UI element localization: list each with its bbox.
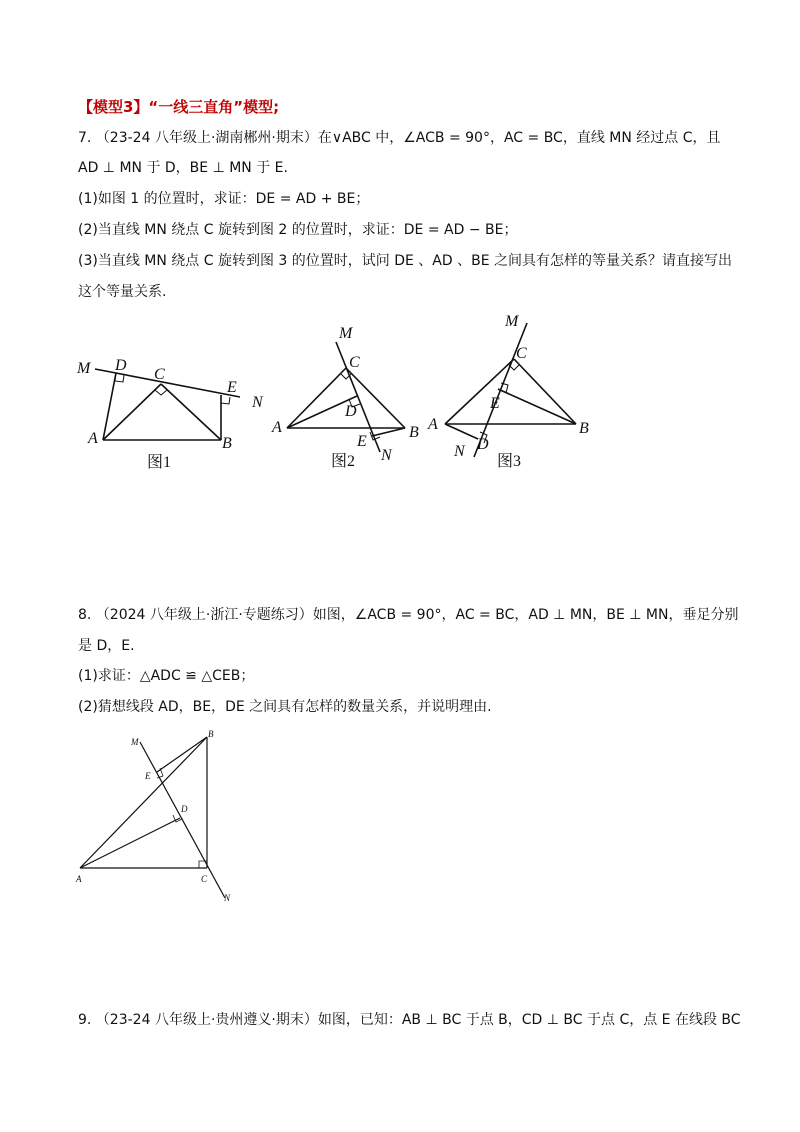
fig2-label-c: C (349, 354, 360, 371)
fig1-caption: 图1 (147, 454, 172, 471)
fig3-caption: 图3 (497, 453, 522, 470)
q8-part2: (2)猜想线段 AD，BE，DE 之间具有怎样的数量关系，并说明理由. (78, 699, 492, 715)
fig3-label-c: C (516, 345, 527, 362)
fig1-label-c: C (154, 366, 165, 383)
fig1-label-b: B (222, 435, 232, 452)
q8-label-e: E (145, 771, 151, 781)
fig2-segment-ac (287, 368, 346, 428)
fig2-segment-be (372, 428, 405, 436)
figure-3 (445, 323, 576, 457)
figure-1 (95, 369, 240, 440)
fig2-label-a: A (272, 419, 282, 436)
q7-stem-line2: AD ⊥ MN 于 D，BE ⊥ MN 于 E. (78, 160, 288, 176)
q8-label-d: D (181, 804, 188, 814)
fig1-label-m: M (77, 360, 91, 377)
q7-part2: (2)当直线 MN 绕点 C 旋转到图 2 的位置时，求证：DE = AD − BE； (78, 222, 518, 238)
fig1-label-n: N (252, 394, 263, 411)
fig3-segment-ad (445, 424, 478, 439)
fig3-label-a: A (428, 416, 438, 433)
fig3-segment-bc (514, 359, 576, 424)
q8-part1: (1)求证：△ADC ≌ △CEB； (78, 668, 255, 684)
q8-label-a: A (76, 874, 82, 884)
q8-segment-ad (80, 818, 180, 868)
fig3-segment-be (498, 389, 576, 424)
q8-stem-line1: 8. （2024 八年级上·浙江·专题练习）如图，∠ACB = 90°，AC = BC，AD ⊥ MN，BE ⊥ MN，垂足分别 (78, 607, 739, 623)
fig1-label-a: A (88, 430, 98, 447)
fig3-label-b: B (579, 420, 589, 437)
q8-label-n: N (224, 893, 231, 903)
fig2-label-e: E (357, 433, 367, 450)
figure-2 (287, 342, 405, 452)
fig3-label-n: N (454, 443, 465, 460)
fig2-label-n: N (381, 447, 392, 464)
q9-stem-line1: 9. （23-24 八年级上·贵州遵义·期末）如图，已知：AB ⊥ BC 于点 B，CD ⊥ BC 于点 C，点 E 在线段 BC (78, 1012, 741, 1028)
section-heading: 【模型3】“一线三直角”模型; (78, 98, 280, 116)
q8-line-mn (140, 742, 225, 898)
q8-label-m: M (131, 737, 139, 747)
q8-label-b: B (208, 729, 214, 739)
q8-label-c: C (201, 874, 208, 884)
fig1-right-angle-c (155, 390, 167, 395)
fig3-label-d: D (477, 436, 489, 453)
fig2-label-b: B (409, 424, 419, 441)
fig3-label-e: E (490, 395, 500, 412)
q8-figure (0, 720, 320, 910)
q8-stem-line2: 是 D，E. (78, 638, 135, 654)
fig1-right-angle-e (221, 397, 230, 404)
q7-stem-line1: 7. （23-24 八年级上·湖南郴州·期末）在∨ABC 中，∠ACB = 90°，AC = BC，直线 MN 经过点 C，且 (78, 130, 721, 146)
fig2-label-d: D (345, 403, 357, 420)
q8-segment-be (157, 737, 207, 772)
fig2-label-m: M (339, 325, 353, 342)
fig1-label-e: E (227, 379, 237, 396)
q7-part3-line2: 这个等量关系. (78, 284, 167, 300)
q7-part3-line1: (3)当直线 MN 绕点 C 旋转到图 3 的位置时，试问 DE 、AD 、BE 之间具有怎样的等量关系？请直接写出 (78, 253, 732, 269)
q7-part1: (1)如图 1 的位置时，求证：DE = AD + BE； (78, 191, 370, 207)
fig1-label-d: D (115, 357, 127, 374)
q8-segment-ab (80, 737, 207, 868)
q7-figures (0, 0, 800, 500)
fig2-caption: 图2 (331, 453, 356, 470)
fig3-label-m: M (505, 313, 519, 330)
